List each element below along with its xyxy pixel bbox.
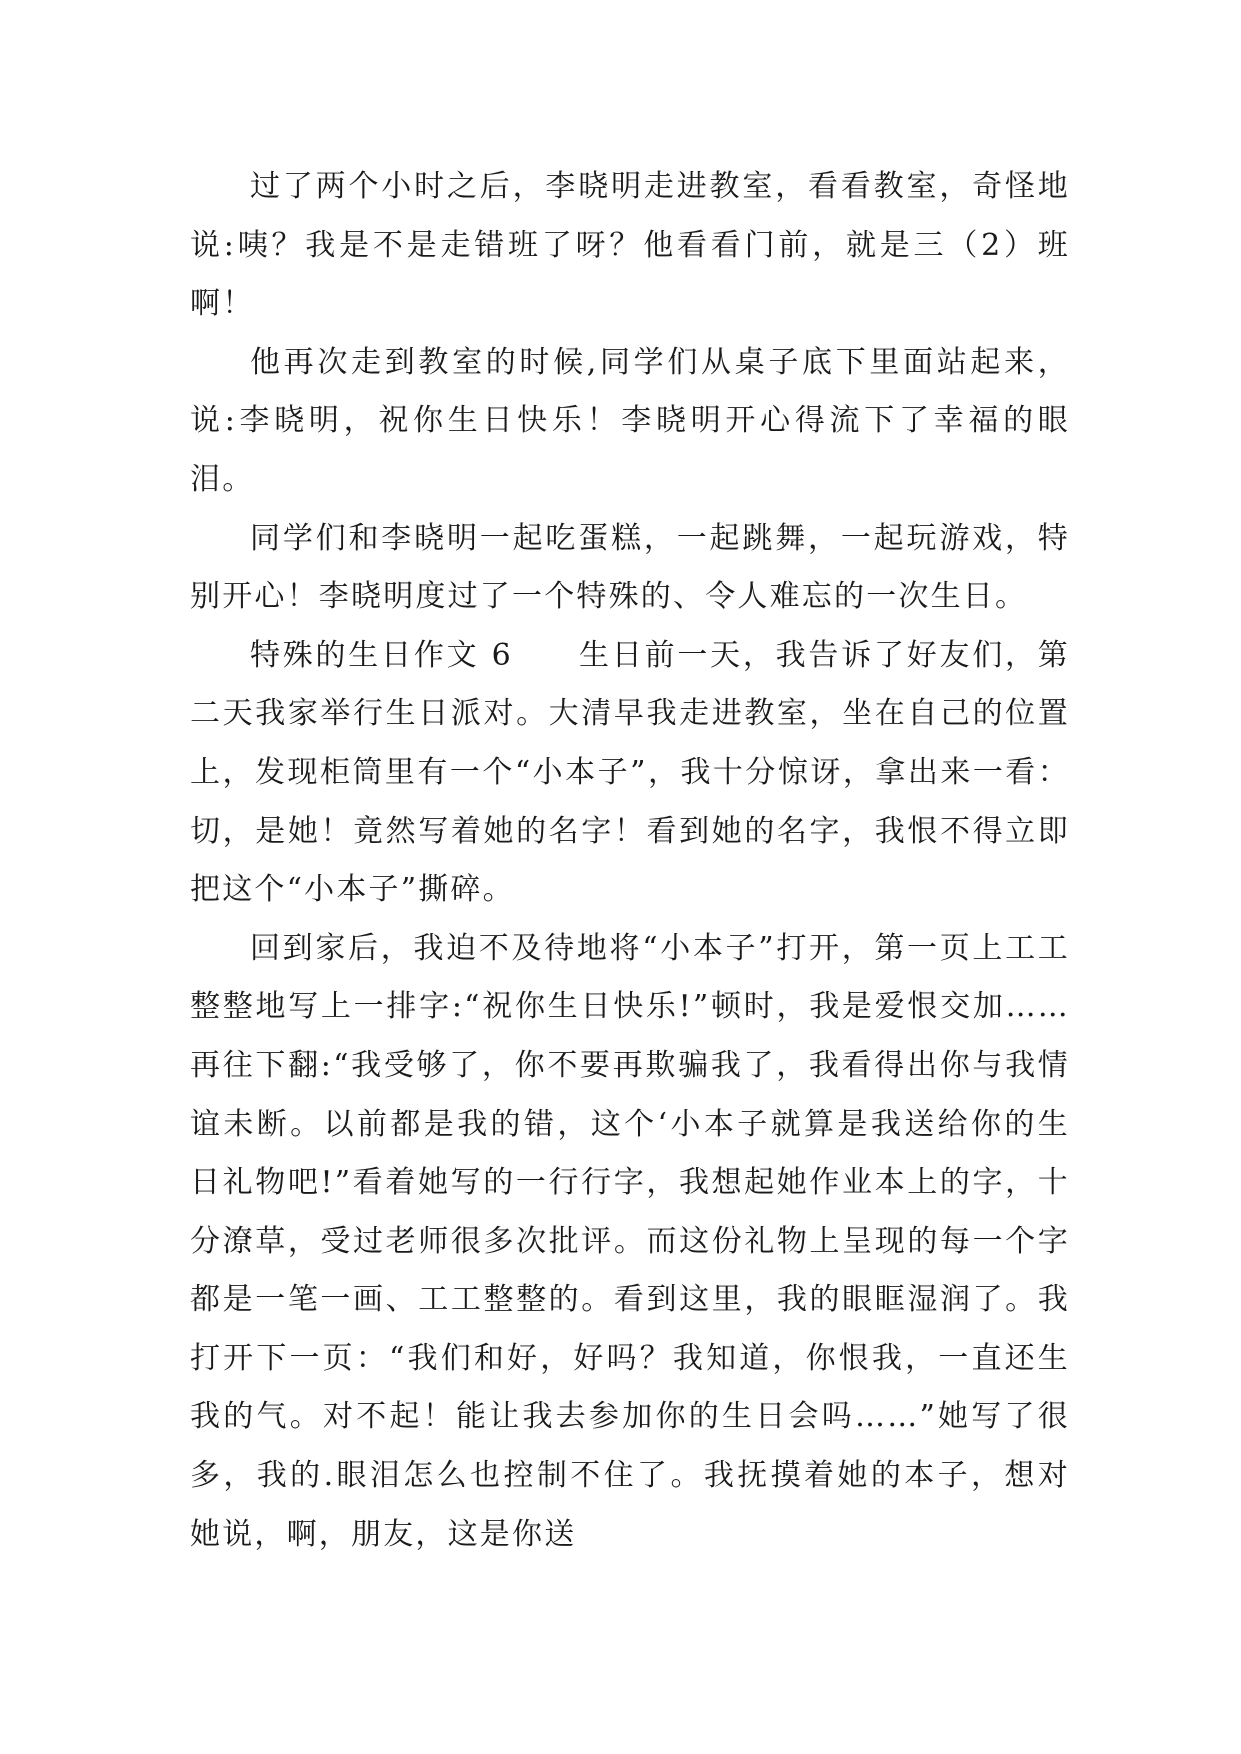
paragraph: 他再次走到教室的时候,同学们从桌子底下里面站起来，说:李晓明，祝你生日快乐！李晓明开心得流下了幸福的眼泪。 (190, 344, 1070, 497)
paragraph: 同学们和李晓明一起吃蛋糕，一起跳舞，一起玩游戏，特别开心！李晓明度过了一个特殊的、令人难忘的一次生日。 (190, 520, 1070, 615)
paragraph: 特殊的生日作文 6 生日前一天，我告诉了好友们，第二天我家举行生日派对。大清早我走进教室，坐在自己的位置上，发现柜筒里有一个“小本子”，我十分惊讶，拿出来一看：切，是她！竟然写着她的名字！看到她的名字，我恨不得立即把这个“小本子”撕碎。 (190, 637, 1070, 908)
paragraph: 过了两个小时之后，李晓明走进教室，看看教室，奇怪地说:咦？我是不是走错班了呀？他看看门前，就是三（2）班啊！ (190, 169, 1070, 322)
document-body (190, 158, 1070, 1564)
paragraph: 回到家后，我迫不及待地将“小本子”打开，第一页上工工整整地写上一排字:“祝你生日快乐!”顿时，我是爱恨交加……再往下翻:“我受够了，你不要再欺骗我了，我看得出你与我情谊未断。以前都是我的错，这个‘小本子就算是我送给你的生日礼物吧!”看着她写的一行行字，我想起她作业本上的字，十分潦草，受过老师很多次批评。而这份礼物上呈现的每一个字都是一笔一画、工工整整的。看到这里，我的眼眶湿润了。我打开下一页：“我们和好，好吗？我知道，你恨我，一直还生我的气。对不起！能让我去参加你的生日会吗……”她写了很多，我的.眼泪怎么也控制不住了。我抚摸着她的本子，想对她说，啊，朋友，这是你送 (190, 930, 1070, 1552)
